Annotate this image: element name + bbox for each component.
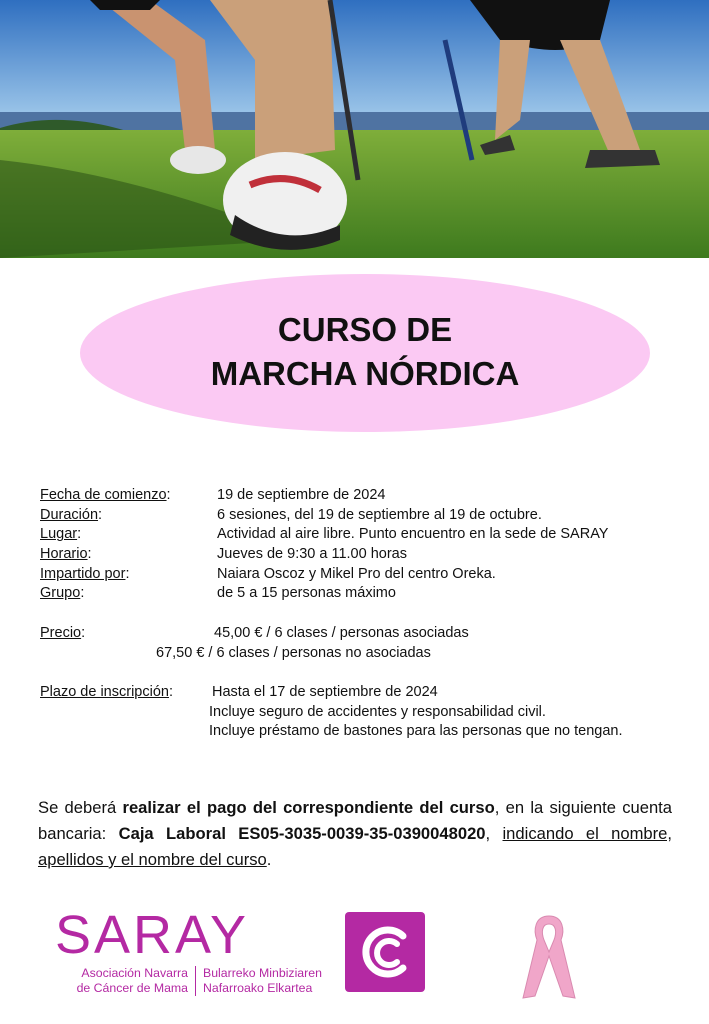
detail-row-group: Grupo: de 5 a 15 personas máximo bbox=[40, 584, 690, 604]
saray-logo bbox=[55, 905, 435, 998]
registration-label: Plazo de inscripción bbox=[40, 683, 169, 700]
logo-name: SARAY bbox=[55, 905, 250, 965]
detail-label: Lugar bbox=[40, 526, 78, 543]
detail-value: Naiara Oscoz y Mikel Pro del centro Oreka. bbox=[217, 565, 496, 582]
detail-value: 6 sesiones, del 19 de septiembre al 19 de octubre. bbox=[217, 506, 542, 523]
header-photo bbox=[0, 0, 709, 258]
bank-account: Caja Laboral ES05-3035-0039-35-0390048020 bbox=[118, 824, 486, 843]
logo-sub-left-1: Asociación Navarra bbox=[81, 966, 188, 980]
nordic-walking-photo bbox=[0, 0, 709, 258]
price-line-2: 67,50 € / 6 clases / personas no asociadas bbox=[156, 644, 431, 661]
detail-row-duration: Duración: 6 sesiones, del 19 de septiembre al 19 de octubre. bbox=[40, 506, 690, 526]
detail-row-price-2 bbox=[40, 644, 690, 664]
registration-line-3: Incluye préstamo de bastones para las personas que no tengan. bbox=[209, 723, 623, 740]
logo-sub-left-2: de Cáncer de Mama bbox=[76, 981, 188, 995]
detail-label: Fecha de comienzo bbox=[40, 487, 167, 503]
page-title bbox=[80, 308, 650, 396]
detail-label: Impartido por bbox=[40, 565, 126, 582]
detail-label: Horario bbox=[40, 546, 88, 563]
detail-label: Duración bbox=[40, 506, 99, 523]
detail-value: Actividad al aire libre. Punto encuentro en la sede de SARAY bbox=[217, 526, 609, 543]
logo-sub-right-2: Nafarroako Elkartea bbox=[203, 981, 313, 995]
detail-row-registration: Plazo de inscripción: Hasta el 17 de septiembre de 2024 bbox=[40, 683, 690, 703]
detail-row-location: Lugar: Actividad al aire libre. Punto encuentro en la sede de SARAY bbox=[40, 525, 690, 545]
title-line-2: MARCHA NÓRDICA bbox=[210, 355, 520, 392]
detail-label: Grupo bbox=[40, 585, 81, 602]
detail-value: 19 de septiembre de 2024 bbox=[217, 487, 386, 503]
price-line-1: 45,00 € / 6 clases / personas asociadas bbox=[214, 624, 469, 641]
detail-row-schedule: Horario: Jueves de 9:30 a 11.00 horas bbox=[40, 545, 690, 565]
title-line-1: CURSO DE bbox=[277, 311, 453, 348]
registration-line-1: Hasta el 17 de septiembre de 2024 bbox=[212, 683, 438, 700]
payment-instructions: Se deberá realizar el pago del correspondiente del curso, en la siguiente cuenta bancaria: Caja Laboral ES05-3035-0039-35-0390048020, indicando el nombre, apellidos y el nombre del curso. bbox=[38, 798, 673, 869]
detail-row-instructors: Impartido por: Naiara Oscoz y Mikel Pro del centro Oreka. bbox=[40, 565, 690, 585]
course-details bbox=[40, 486, 690, 742]
price-label: Precio bbox=[40, 624, 82, 641]
detail-row-start-date: Fecha de comienzo: 19 de septiembre de 2024 bbox=[40, 486, 690, 506]
detail-row-price: Precio: 45,00 € / 6 clases / personas asociadas bbox=[40, 624, 690, 644]
registration-line-2: Incluye seguro de accidentes y responsabilidad civil. bbox=[209, 703, 546, 720]
logo-divider bbox=[195, 966, 196, 996]
saray-logo-mark-icon bbox=[345, 912, 425, 992]
logo-sub-right-1: Bularreko Minbiziaren bbox=[203, 966, 322, 980]
detail-value: Jueves de 9:30 a 11.00 horas bbox=[217, 546, 407, 563]
detail-value: de 5 a 15 personas máximo bbox=[217, 585, 396, 602]
pink-ribbon-icon bbox=[515, 912, 583, 1004]
